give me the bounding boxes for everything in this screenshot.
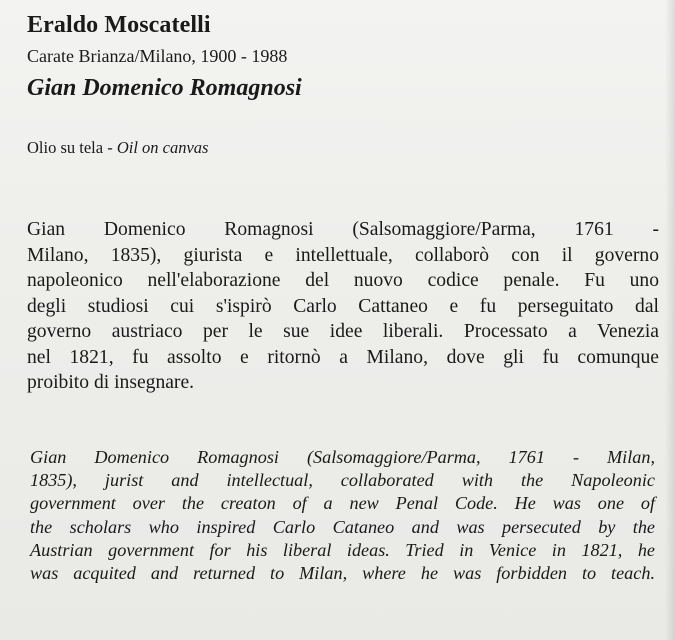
artwork-medium — [27, 138, 208, 158]
description-it-line: proibito di insegnare. — [27, 372, 195, 393]
description-it-line: Gian Domenico Romagnosi (Salsomaggiore/Parma, 1761 - — [27, 219, 659, 240]
description-it-line: napoleonico nell'elaborazione del nuovo codice penale. Fu uno — [27, 270, 659, 291]
description-en-line: government over the creaton of a new Penal Code. He was one of — [30, 493, 655, 514]
medium-italian: Olio su tela - — [27, 138, 117, 157]
medium-english: Oil on canvas — [116, 138, 209, 157]
description-it-line: Milano, 1835), giurista e intellettuale, collaborò con il governo — [27, 244, 659, 266]
description-english — [30, 446, 655, 585]
description-it-line: governo austriaco per le sue idee liberali. Processato a Venezia — [27, 321, 659, 342]
description-en-line: the scholars who inspired Carlo Cataneo and was persecuted by the — [30, 516, 655, 537]
description-en-line: 1835), jurist and intellectual, collaborated with the Napoleonic — [30, 470, 655, 491]
description-en-line: was acquited and returned to Milan, where he was forbidden to teach. — [30, 563, 655, 584]
artist-birth-death: Carate Brianza/Milano, 1900 - 1988 — [27, 46, 288, 66]
placard-edge-shadow — [665, 0, 675, 640]
artwork-title: Gian Domenico Romagnosi — [27, 75, 302, 101]
description-italian — [27, 217, 659, 396]
description-it-line: degli studiosi cui s'ispirò Carlo Cattaneo e fu perseguitato dal — [27, 295, 659, 317]
description-en-line: Austrian government for his liberal ideas. Tried in Venice in 1821, he — [30, 539, 655, 560]
description-it-line: nel 1821, fu assolto e ritornò a Milano, dove gli fu comunque — [27, 346, 659, 368]
artist-name: Eraldo Moscatelli — [27, 12, 211, 38]
description-en-line: Gian Domenico Romagnosi (Salsomaggiore/Parma, 1761 - Milan, — [30, 447, 655, 467]
